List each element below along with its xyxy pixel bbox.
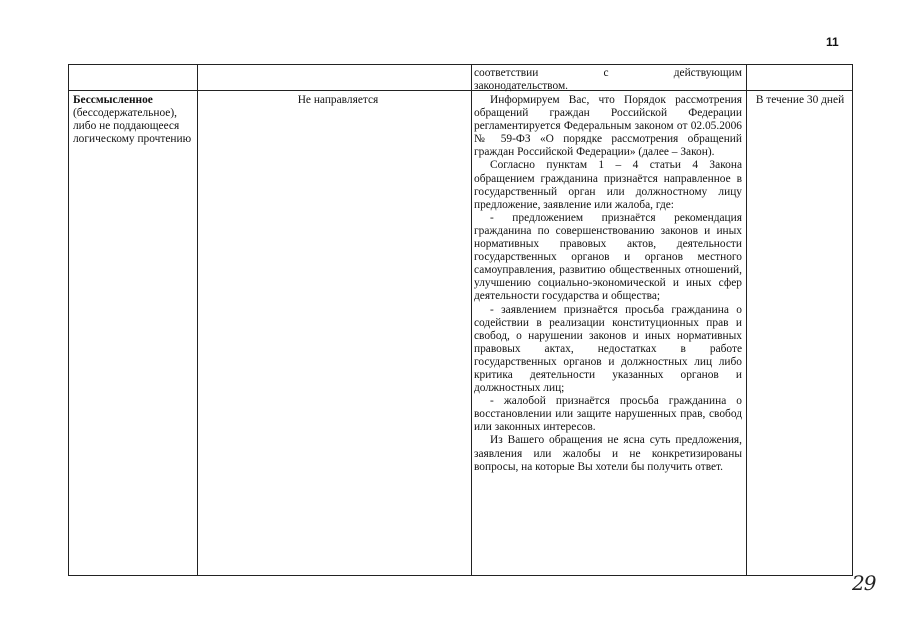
column-divider	[471, 65, 472, 575]
previous-row-line: соответствии с действующим	[474, 67, 742, 79]
previous-row-line: законодательством.	[474, 80, 569, 93]
column-divider	[746, 65, 747, 575]
response-text-cell	[474, 94, 742, 474]
appeal-type-title: Бессмысленное	[73, 94, 153, 106]
response-paragraph: Из Вашего обращения не ясна суть предложения, заявления или жалобы и не конкретизированы вопросы, на которые Вы хотели бы получить ответ.	[474, 434, 742, 473]
response-paragraph: Согласно пунктам 1 – 4 статьи 4 Закона обращением гражданина признаётся направленное в государственный орган или должностному лицу предложение, заявление или жалоба, где:	[474, 159, 742, 211]
response-table	[68, 64, 853, 576]
response-paragraph: - заявлением признаётся просьба гражданина о содействии в реализации конституционных прав и свобод, о нарушении законов и иных нормативных правовых актах, недостатках в работе государственных органов и должностных лиц либо критика деятельности указанных органов и должностных лиц;	[474, 303, 742, 395]
page-number: 11	[826, 35, 839, 49]
response-paragraph: - жалобой признаётся просьба гражданина о восстановлении или защите нарушенных прав, свобод или законных интересов.	[474, 395, 742, 434]
handwritten-page-mark: 29	[852, 571, 876, 595]
appeal-type-description: (бессодержательное), либо не поддающееся логическому прочтению	[73, 107, 192, 146]
deadline-cell: В течение 30 дней	[755, 94, 845, 106]
forwarding-cell: Не направляется	[297, 94, 379, 106]
previous-row-response-cell	[474, 67, 742, 93]
appeal-type-cell	[73, 94, 198, 146]
response-paragraph: Информируем Вас, что Порядок рассмотрения обращений граждан Российской Федерации регламентируется Федеральным законом от 02.05.2006 № 59-ФЗ «О порядке рассмотрения обращений граждан Российской Федерации» (далее – Закон).	[474, 94, 742, 159]
response-paragraph: - предложением признаётся рекомендация гражданина по совершенствованию законов и иных нормативных правовых актов, деятельности государственных органов и органов местного самоуправления, развитию общественных отношений, улучшению социально-экономической и иных сфер деятельности государства и общества;	[474, 211, 742, 303]
